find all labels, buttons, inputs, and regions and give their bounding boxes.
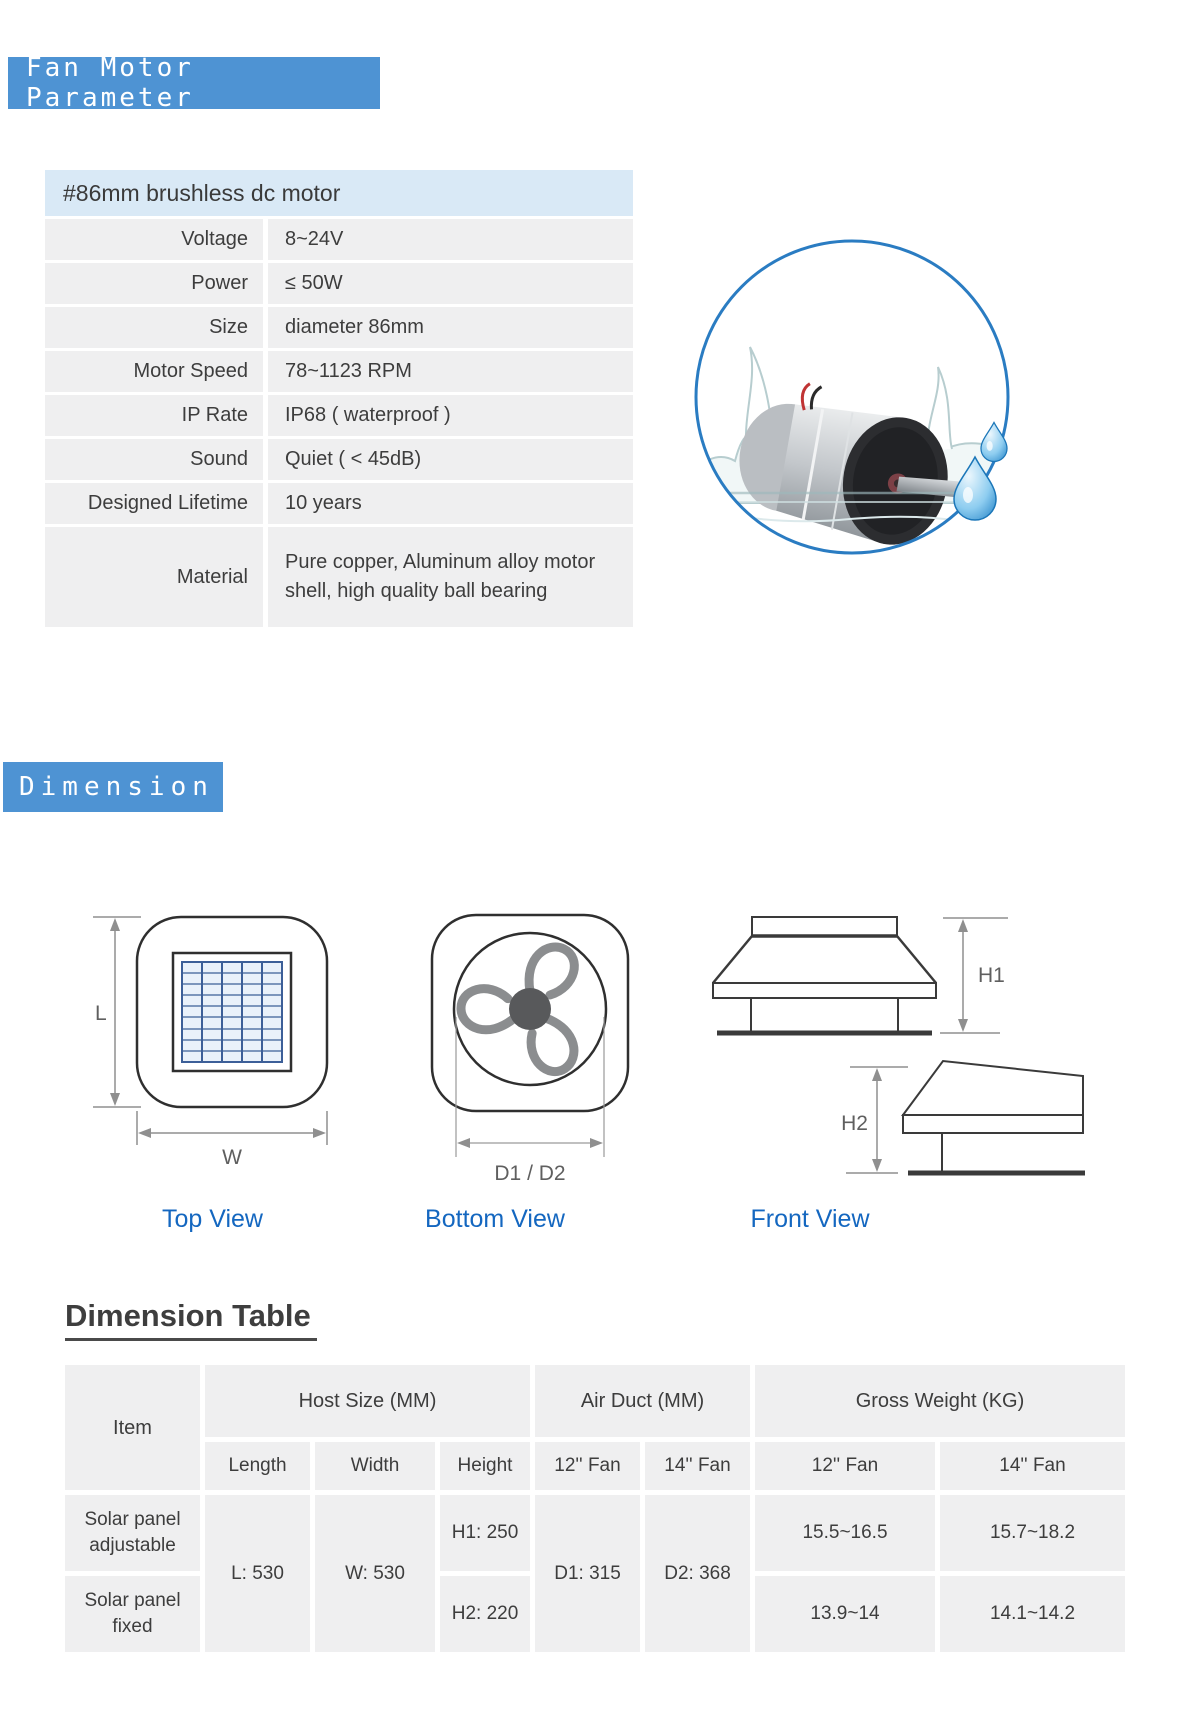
spec-row <box>45 527 633 627</box>
cell-item: Solar panel fixed <box>65 1576 200 1652</box>
spec-row <box>45 263 633 304</box>
solar-panel-flat <box>903 1061 1083 1115</box>
hood-brim <box>903 1115 1083 1133</box>
header-cell-air-duct: Air Duct (MM) <box>535 1365 750 1437</box>
table-header-row-groups <box>65 1365 1125 1437</box>
dimension-table <box>60 1360 1130 1657</box>
cell-weight-14: 15.7~18.2 <box>940 1495 1125 1571</box>
spec-value: Quiet ( < 45dB) <box>268 439 633 480</box>
bottom-view-drawing <box>400 905 640 1195</box>
spec-label: Size <box>45 307 263 348</box>
arrowhead-left <box>457 1138 470 1148</box>
arrowhead-left <box>138 1128 151 1138</box>
header-cell-weight-12: 12'' Fan <box>755 1442 935 1490</box>
solar-panel-raised <box>752 917 897 936</box>
header-cell-duct-12: 12'' Fan <box>535 1442 640 1490</box>
motor-spec-table <box>45 170 633 630</box>
header-cell-width: Width <box>315 1442 435 1490</box>
dim-label-L: L <box>95 1002 107 1025</box>
header-cell-item: Item <box>65 1365 200 1490</box>
front-view-fixed <box>903 1061 1085 1173</box>
spec-value: 10 years <box>268 483 633 524</box>
section-banner-fan-motor-parameter <box>8 53 380 113</box>
spec-label: Power <box>45 263 263 304</box>
spec-label: Motor Speed <box>45 351 263 392</box>
spec-label: Material <box>45 527 263 627</box>
arrowhead-right <box>313 1128 326 1138</box>
spec-row <box>45 439 633 480</box>
view-label-top: Top View <box>162 1205 263 1233</box>
motor-wire-black <box>810 386 821 411</box>
cell-item: Solar panel adjustable <box>65 1495 200 1571</box>
cell-width: W: 530 <box>315 1495 435 1652</box>
spec-value: diameter 86mm <box>268 307 633 348</box>
spec-label: Voltage <box>45 219 263 260</box>
solar-panel-grid <box>182 962 282 1062</box>
cell-weight-12: 13.9~14 <box>755 1576 935 1652</box>
spec-row <box>45 395 633 436</box>
table-row-adjustable <box>65 1495 1125 1571</box>
arrowhead-up <box>110 918 120 931</box>
cell-duct-12: D1: 315 <box>535 1495 640 1652</box>
banner-title: Dimension <box>19 772 214 802</box>
front-view-drawing <box>640 830 1090 1185</box>
water-drop-icon-small <box>981 422 1007 461</box>
cell-length: L: 530 <box>205 1495 310 1652</box>
header-cell-gross-weight: Gross Weight (KG) <box>755 1365 1125 1437</box>
header-cell-length: Length <box>205 1442 310 1490</box>
table-header-row-sub <box>65 1442 1125 1490</box>
cell-duct-14: D2: 368 <box>645 1495 750 1652</box>
header-cell-weight-14: 14'' Fan <box>940 1442 1125 1490</box>
arrowhead-up <box>958 919 968 932</box>
dim-label-W: W <box>222 1146 242 1169</box>
droplet-dot <box>742 524 748 530</box>
spec-row <box>45 351 633 392</box>
splash-scene <box>690 347 1014 556</box>
arrowhead-right <box>590 1138 603 1148</box>
top-view-drawing <box>85 905 340 1175</box>
spec-value: ≤ 50W <box>268 263 633 304</box>
dimension-W-lines <box>137 1111 327 1145</box>
spec-label: IP Rate <box>45 395 263 436</box>
cell-weight-14: 14.1~14.2 <box>940 1576 1125 1652</box>
dimension-table-heading: Dimension Table <box>65 1298 317 1341</box>
droplet-dot <box>758 539 762 543</box>
header-cell-height: Height <box>440 1442 530 1490</box>
cell-height: H2: 220 <box>440 1576 530 1652</box>
view-label-front: Front View <box>750 1205 870 1233</box>
spec-row <box>45 483 633 524</box>
front-view-adjustable <box>713 917 936 1033</box>
fan-hub <box>509 988 551 1030</box>
spec-value: 8~24V <box>268 219 633 260</box>
arrowhead-down <box>110 1093 120 1106</box>
motor-waterproof-photo <box>690 235 1014 559</box>
cell-height: H1: 250 <box>440 1495 530 1571</box>
spec-label: Sound <box>45 439 263 480</box>
arrowhead-up <box>872 1068 882 1081</box>
spec-value: Pure copper, Aluminum alloy motor shell, high quality ball bearing <box>268 527 633 627</box>
spec-value: IP68 ( waterproof ) <box>268 395 633 436</box>
spec-label: Designed Lifetime <box>45 483 263 524</box>
dim-label-D1-D2: D1 / D2 <box>494 1162 566 1185</box>
header-cell-duct-14: 14'' Fan <box>645 1442 750 1490</box>
spec-row <box>45 219 633 260</box>
view-label-bottom: Bottom View <box>425 1205 565 1233</box>
dim-label-H2: H2 <box>841 1112 868 1135</box>
spec-row <box>45 307 633 348</box>
spec-table-title: #86mm brushless dc motor <box>45 170 633 216</box>
banner-title: Fan Motor Parameter <box>26 53 194 113</box>
spec-value: 78~1123 RPM <box>268 351 633 392</box>
section-banner-dimension <box>3 762 223 812</box>
arrowhead-down <box>872 1159 882 1172</box>
cell-weight-12: 15.5~16.5 <box>755 1495 935 1571</box>
dim-label-H1: H1 <box>978 964 1005 987</box>
arrowhead-down <box>958 1019 968 1032</box>
droplet-dot <box>732 545 737 550</box>
hood-brim <box>713 983 936 998</box>
header-cell-host-size: Host Size (MM) <box>205 1365 530 1437</box>
